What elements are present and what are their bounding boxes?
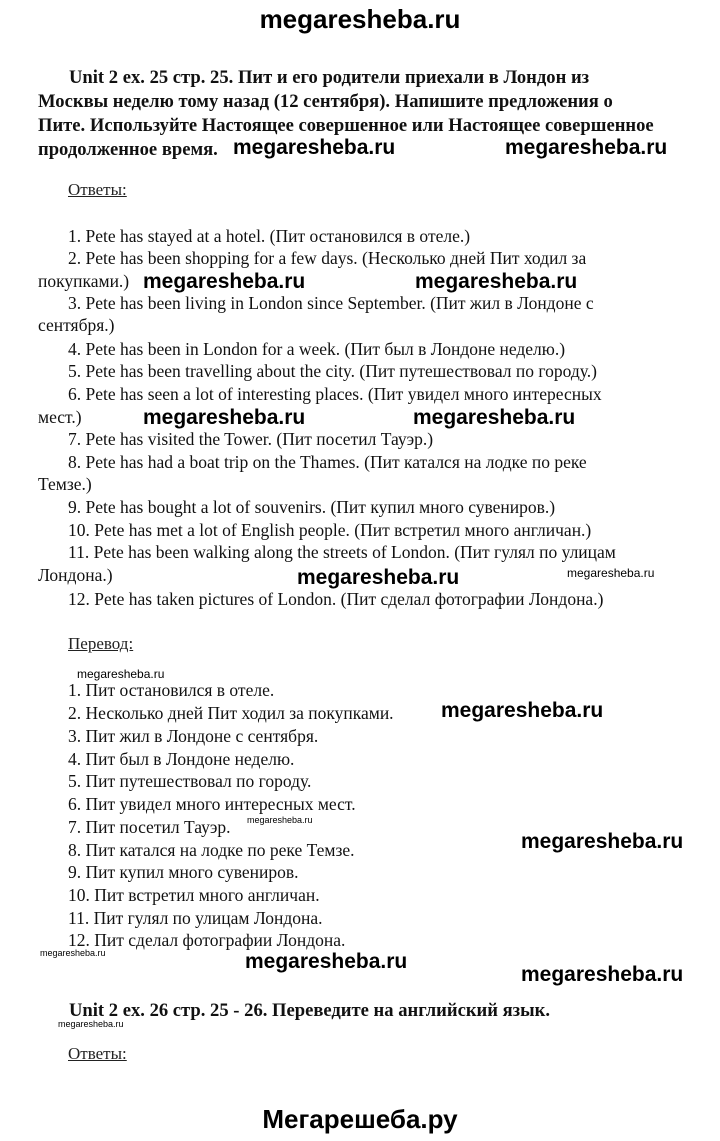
watermark: megaresheba.ru xyxy=(521,963,684,986)
watermark: megaresheba.ru xyxy=(245,950,408,973)
answer-7: 7. Pete has visited the Tower. (Пит посетил Тауэр.) xyxy=(68,429,434,449)
answer-10: 10. Pete has met a lot of English people. (Пит встретил много англичан.) xyxy=(68,520,592,540)
translation-7: 7. Пит посетил Тауэр. xyxy=(68,817,231,837)
watermark: megaresheba.ru xyxy=(40,948,106,958)
answer-2-cont: покупками.) xyxy=(38,271,130,291)
translation-9: 9. Пит купил много сувениров. xyxy=(68,862,299,882)
answer-6-cont: мест.) xyxy=(38,407,82,427)
translation-1: 1. Пит остановился в отеле. xyxy=(68,680,275,700)
watermark: megaresheba.ru xyxy=(143,406,306,429)
translation-6: 6. Пит увидел много интересных мест. xyxy=(68,794,356,814)
watermark: megaresheba.ru xyxy=(143,270,306,293)
answer-6: 6. Pete has seen a lot of interesting places. (Пит увидел много интересных xyxy=(68,384,602,404)
task-25-line-2: Москвы неделю тому назад (12 сентября). Напишите предложения о xyxy=(38,91,613,112)
answer-1: 1. Pete has stayed at a hotel. (Пит остановился в отеле.) xyxy=(68,226,471,246)
watermark: megaresheba.ru xyxy=(415,270,578,293)
answer-2: 2. Pete has been shopping for a few days. (Несколько дней Пит ходил за xyxy=(68,248,587,268)
watermark: megaresheba.ru xyxy=(233,136,396,159)
translation-8: 8. Пит катался на лодке по реке Темзе. xyxy=(68,840,355,860)
watermark: megaresheba.ru xyxy=(441,699,604,722)
task-25-line-3: Пите. Используйте Настоящее совершенное или Настоящее совершенное xyxy=(38,115,654,136)
watermark: megaresheba.ru xyxy=(521,830,684,853)
task-25-line-4: продолженное время. xyxy=(38,139,218,160)
watermark: megaresheba.ru xyxy=(247,815,313,825)
answers-heading: Ответы: xyxy=(68,180,127,199)
site-header: megaresheba.ru xyxy=(259,4,461,34)
watermark: megaresheba.ru xyxy=(505,136,668,159)
answer-11: 11. Pete has been walking along the streets of London. (Пит гулял по улицам xyxy=(68,542,616,562)
watermark: megaresheba.ru xyxy=(567,566,655,580)
translation-12: 12. Пит сделал фотографии Лондона. xyxy=(68,930,346,950)
watermark: megaresheba.ru xyxy=(413,406,576,429)
answer-8: 8. Pete has had a boat trip on the Thames. (Пит катался на лодке по реке xyxy=(68,452,587,472)
site-footer: Мегарешеба.ру xyxy=(262,1104,458,1134)
translation-11: 11. Пит гулял по улицам Лондона. xyxy=(68,908,323,928)
translation-5: 5. Пит путешествовал по городу. xyxy=(68,771,312,791)
task-26-line-1: Unit 2 ex. 26 стр. 25 - 26. Переведите на английский язык. xyxy=(69,1000,551,1021)
translation-2: 2. Несколько дней Пит ходил за покупками. xyxy=(68,703,394,723)
answer-5: 5. Pete has been travelling about the city. (Пит путешествовал по городу.) xyxy=(68,361,597,381)
translation-heading: Перевод: xyxy=(68,634,134,653)
task-25-line-1: Unit 2 ex. 25 стр. 25. Пит и его родители приехали в Лондон из xyxy=(69,67,590,88)
answer-8-cont: Темзе.) xyxy=(38,474,92,494)
answer-11-cont: Лондона.) xyxy=(38,565,113,585)
answer-3: 3. Pete has been living in London since September. (Пит жил в Лондоне с xyxy=(68,293,594,313)
watermark: megaresheba.ru xyxy=(77,667,165,681)
translation-4: 4. Пит был в Лондоне неделю. xyxy=(68,749,295,769)
task-26-answers-heading: Ответы: xyxy=(68,1044,127,1063)
watermark: megaresheba.ru xyxy=(297,566,460,589)
answer-4: 4. Pete has been in London for a week. (Пит был в Лондоне неделю.) xyxy=(68,339,566,359)
answer-3-cont: сентября.) xyxy=(38,315,115,335)
translation-10: 10. Пит встретил много англичан. xyxy=(68,885,320,905)
watermark: megaresheba.ru xyxy=(58,1019,124,1029)
answer-12: 12. Pete has taken pictures of London. (Пит сделал фотографии Лондона.) xyxy=(68,589,604,609)
task-26-heading xyxy=(38,999,703,1023)
answer-9: 9. Pete has bought a lot of souvenirs. (Пит купил много сувениров.) xyxy=(68,497,556,517)
translation-3: 3. Пит жил в Лондоне с сентября. xyxy=(68,726,319,746)
